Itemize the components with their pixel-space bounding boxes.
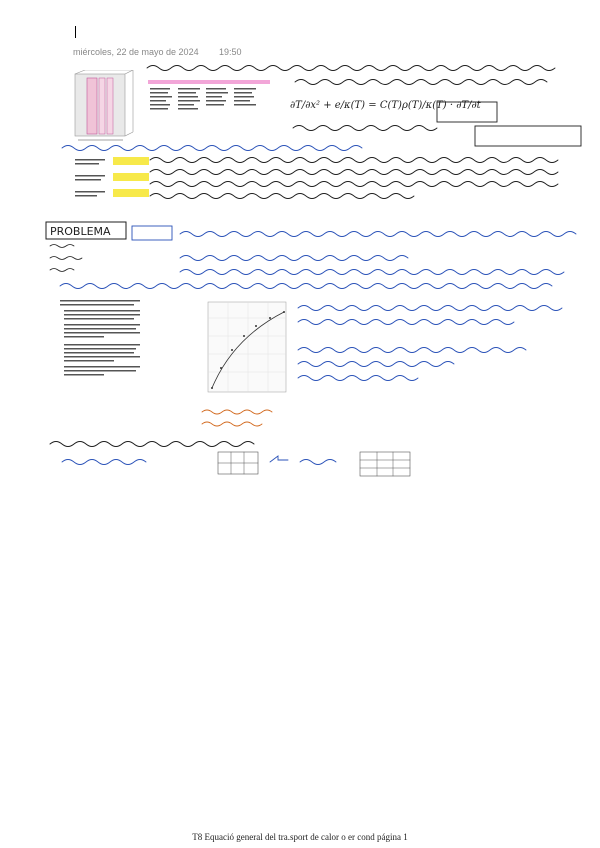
handwritten-orange-note xyxy=(200,404,280,430)
particular-cases-snippet xyxy=(73,155,155,203)
exercise-4-snippet xyxy=(58,298,288,404)
note-time: 19:50 xyxy=(219,47,242,57)
problem-section xyxy=(40,218,590,298)
handwritten-solution-right xyxy=(296,300,596,390)
exercise-6-section xyxy=(48,434,468,478)
page-footer: T8 Equació general del tra.sport de calor o er cond página 1 xyxy=(192,832,408,842)
svg-text:∂T/∂x² + e/κ(T) = C(T)ρ(T)/κ(T: ∂T/∂x² + e/κ(T) = C(T)ρ(T)/κ(T) · ∂T/∂t xyxy=(290,100,481,111)
handwritten-intro-line xyxy=(145,62,585,152)
heat-cross-section-image xyxy=(73,70,135,145)
text-cursor xyxy=(75,26,76,38)
svg-text:PROBLEMA: PROBLEMA xyxy=(50,225,111,238)
note-date: miércoles, 22 de mayo de 2024 xyxy=(73,47,199,57)
